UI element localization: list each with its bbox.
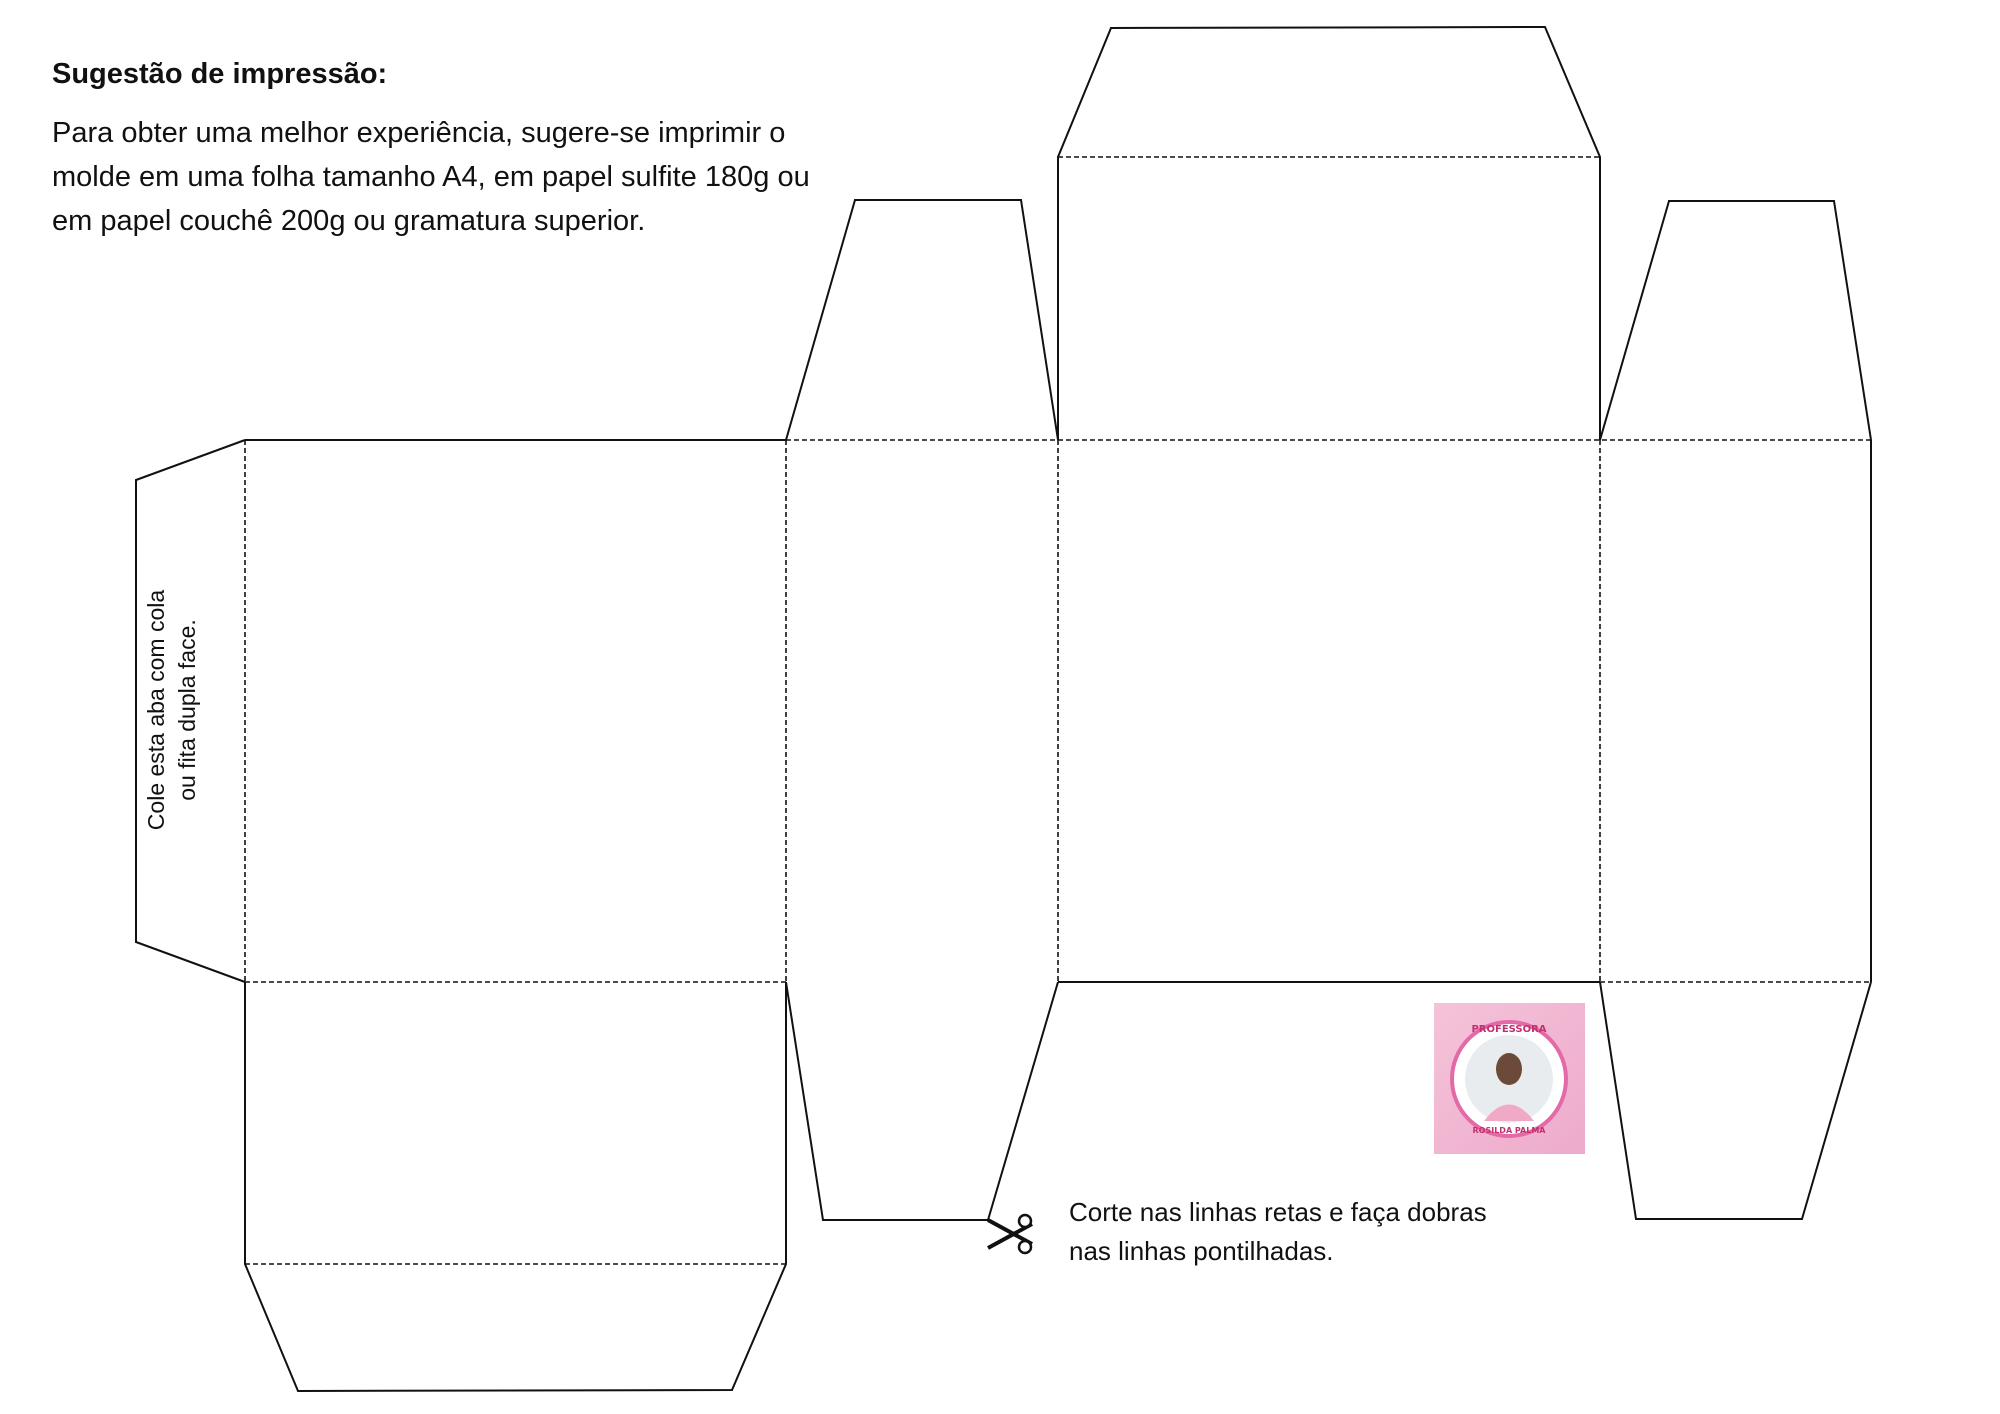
teacher-badge-logo — [1434, 1003, 1585, 1154]
cut-instructions — [1069, 1193, 1487, 1271]
logo-top-text: PROFESSORA — [1471, 1024, 1547, 1035]
glue-tab-label — [141, 470, 203, 950]
instructions-title: Sugestão de impressão: — [52, 58, 388, 90]
glue-tab-line-1: Cole esta aba com cola — [143, 589, 169, 831]
instructions-body: Para obter uma melhor experiência, sugere-se imprimir o molde em uma folha tamanho A4, em papel sulfite 180g ou em papel couchê 200g ou gramatura superior. — [52, 117, 810, 237]
cut-instructions-line-1: Corte nas linhas retas e faça dobras — [1069, 1197, 1487, 1227]
glue-tab-line-2: ou fita dupla face. — [174, 619, 200, 801]
scissors-icon — [988, 1215, 1032, 1253]
cut-instructions-line-2: nas linhas pontilhadas. — [1069, 1236, 1334, 1266]
logo-bottom-text: ROSILDA PALMA — [1472, 1126, 1546, 1135]
